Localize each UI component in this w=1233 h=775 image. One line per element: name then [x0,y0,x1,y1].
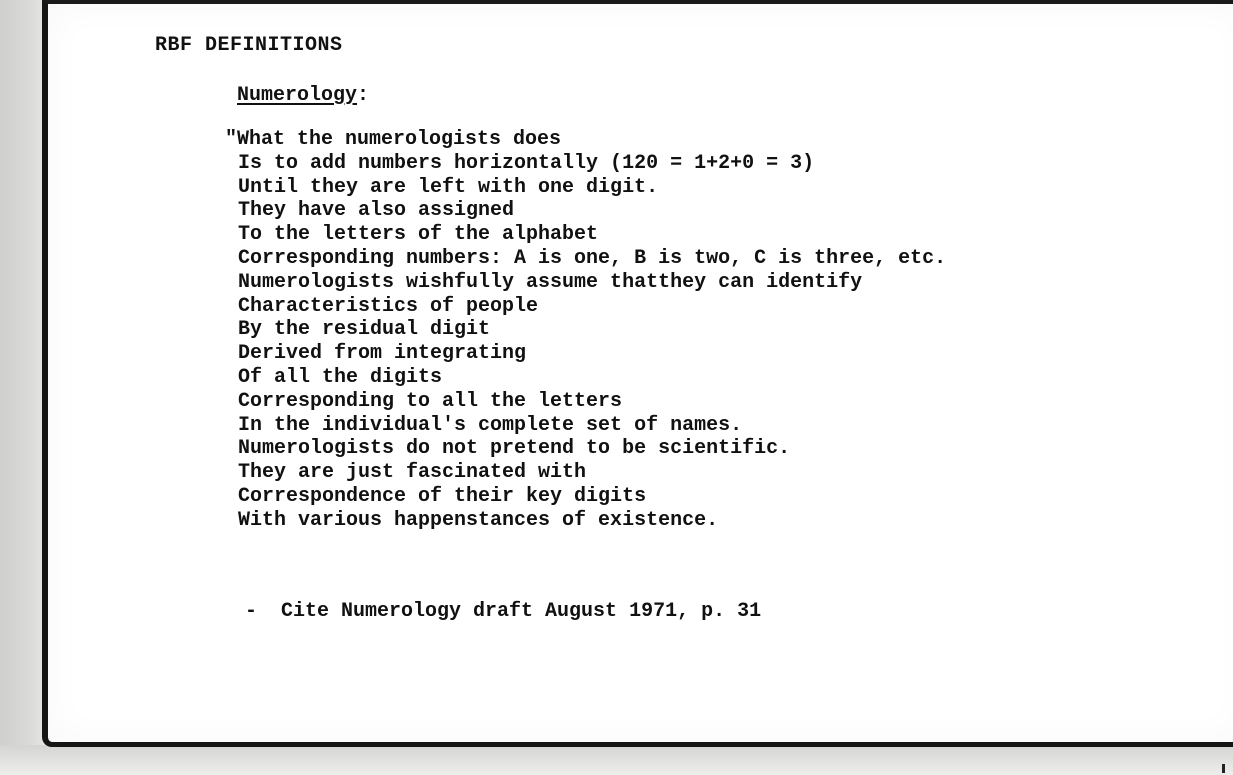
quote-line: Numerologists do not pretend to be scientific. [238,437,791,461]
quote-line: Until they are left with one digit. [238,175,659,199]
quote-line: Corresponding to all the letters [238,389,623,413]
quote-line: To the letters of the alphabet [238,223,599,247]
quote-line: Is to add numbers horizontally (120 = 1+2+0 = 3) [238,151,815,175]
section-heading-text: Numerology [237,84,358,107]
quote-line: They have also assigned [238,199,515,223]
quote-line: In the individual's complete set of names. [238,413,743,437]
quote-line: With various happenstances of existence. [238,508,719,532]
page-corner-mark [1222,764,1225,773]
page-edge-shadow [0,0,46,775]
quote-line: Corresponding numbers: A is one, B is two, C is three, etc. [238,246,947,270]
quote-line: By the residual digit [238,318,491,342]
section-heading [237,84,369,107]
quote-block [225,128,946,533]
quote-line: Of all the digits [238,365,443,389]
section-heading-colon: : [357,84,370,107]
typewritten-card [42,0,1233,747]
quote-line: Characteristics of people [238,294,539,318]
document-title: RBF DEFINITIONS [155,34,343,57]
quote-line: Derived from integrating [238,342,527,366]
quote-line: "What the numerologists does [225,128,562,151]
quote-line: They are just fascinated with [238,461,587,485]
citation: - Cite Numerology draft August 1971, p. 31 [245,600,762,623]
quote-line: Correspondence of their key digits [238,484,647,508]
quote-line: Numerologists wishfully assume thatthey can identify [238,270,863,294]
page-bottom-shadow [0,745,1233,775]
